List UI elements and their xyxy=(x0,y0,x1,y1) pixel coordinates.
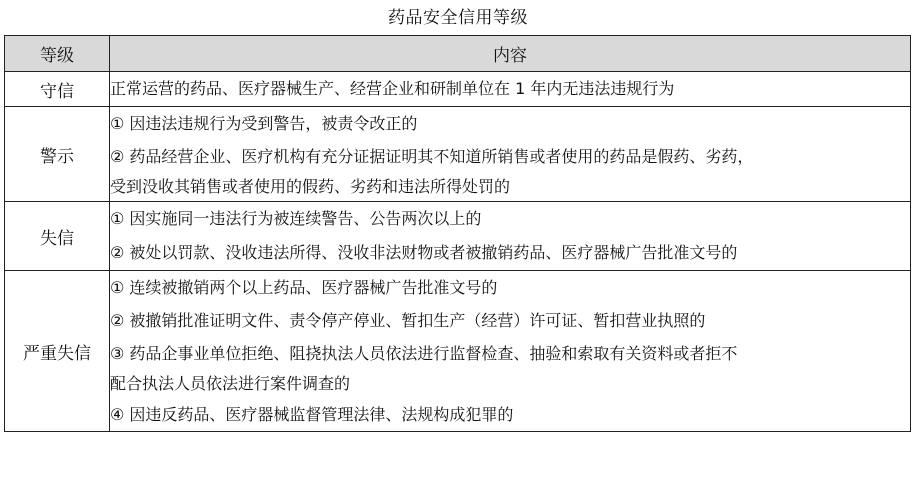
content-line: ④ 因违反药品、医疗器械监督管理法律、法规构成犯罪的 xyxy=(110,405,514,424)
table-header-row xyxy=(5,36,911,72)
table-row-shixin xyxy=(5,202,911,271)
content-line: ② 被撤销批准证明文件、责令停产停业、暂扣生产（经营）许可证、暂扣营业执照的 xyxy=(110,311,706,330)
header-content: 内容 xyxy=(110,36,911,72)
content-line: ② 药品经营企业、医疗机构有充分证据证明其不知道所销售或者使用的药品是假药、劣药， xyxy=(110,147,754,166)
content-line: ① 连续被撤销两个以上药品、医疗器械广告批准文号的 xyxy=(110,278,498,297)
content-line: 受到没收其销售或者使用的假药、劣药和违法所得处罚的 xyxy=(110,177,511,196)
credit-level-table xyxy=(4,35,911,432)
table-row-jingshi xyxy=(5,107,911,202)
content-line: ① 因实施同一违法行为被连续警告、公告两次以上的 xyxy=(110,209,482,228)
level-cell: 失信 xyxy=(5,202,110,271)
table-caption: 药品安全信用等级 xyxy=(388,8,528,28)
header-level: 等级 xyxy=(5,36,110,72)
content-line: 正常运营的药品、医疗器械生产、经营企业和研制单位在 1 年内无违法违规行为 xyxy=(110,79,675,98)
content-line: ① 因违法违规行为受到警告，被责令改正的 xyxy=(110,114,418,133)
content-cell xyxy=(110,72,911,107)
content-cell xyxy=(110,271,911,432)
content-cell xyxy=(110,202,911,271)
level-cell: 守信 xyxy=(5,72,110,107)
level-cell: 警示 xyxy=(5,107,110,202)
content-line: ② 被处以罚款、没收违法所得、没收非法财物或者被撤销药品、医疗器械广告批准文号的 xyxy=(110,243,738,262)
content-line: 配合执法人员依法进行案件调查的 xyxy=(110,374,351,393)
table-row-yanzhong-shixin xyxy=(5,271,911,432)
table-row-shouxin xyxy=(5,72,911,107)
content-line: ③ 药品企事业单位拒绝、阻挠执法人员依法进行监督检查、抽验和索取有关资料或者拒不 xyxy=(110,344,738,363)
level-cell: 严重失信 xyxy=(5,271,110,432)
content-cell xyxy=(110,107,911,202)
